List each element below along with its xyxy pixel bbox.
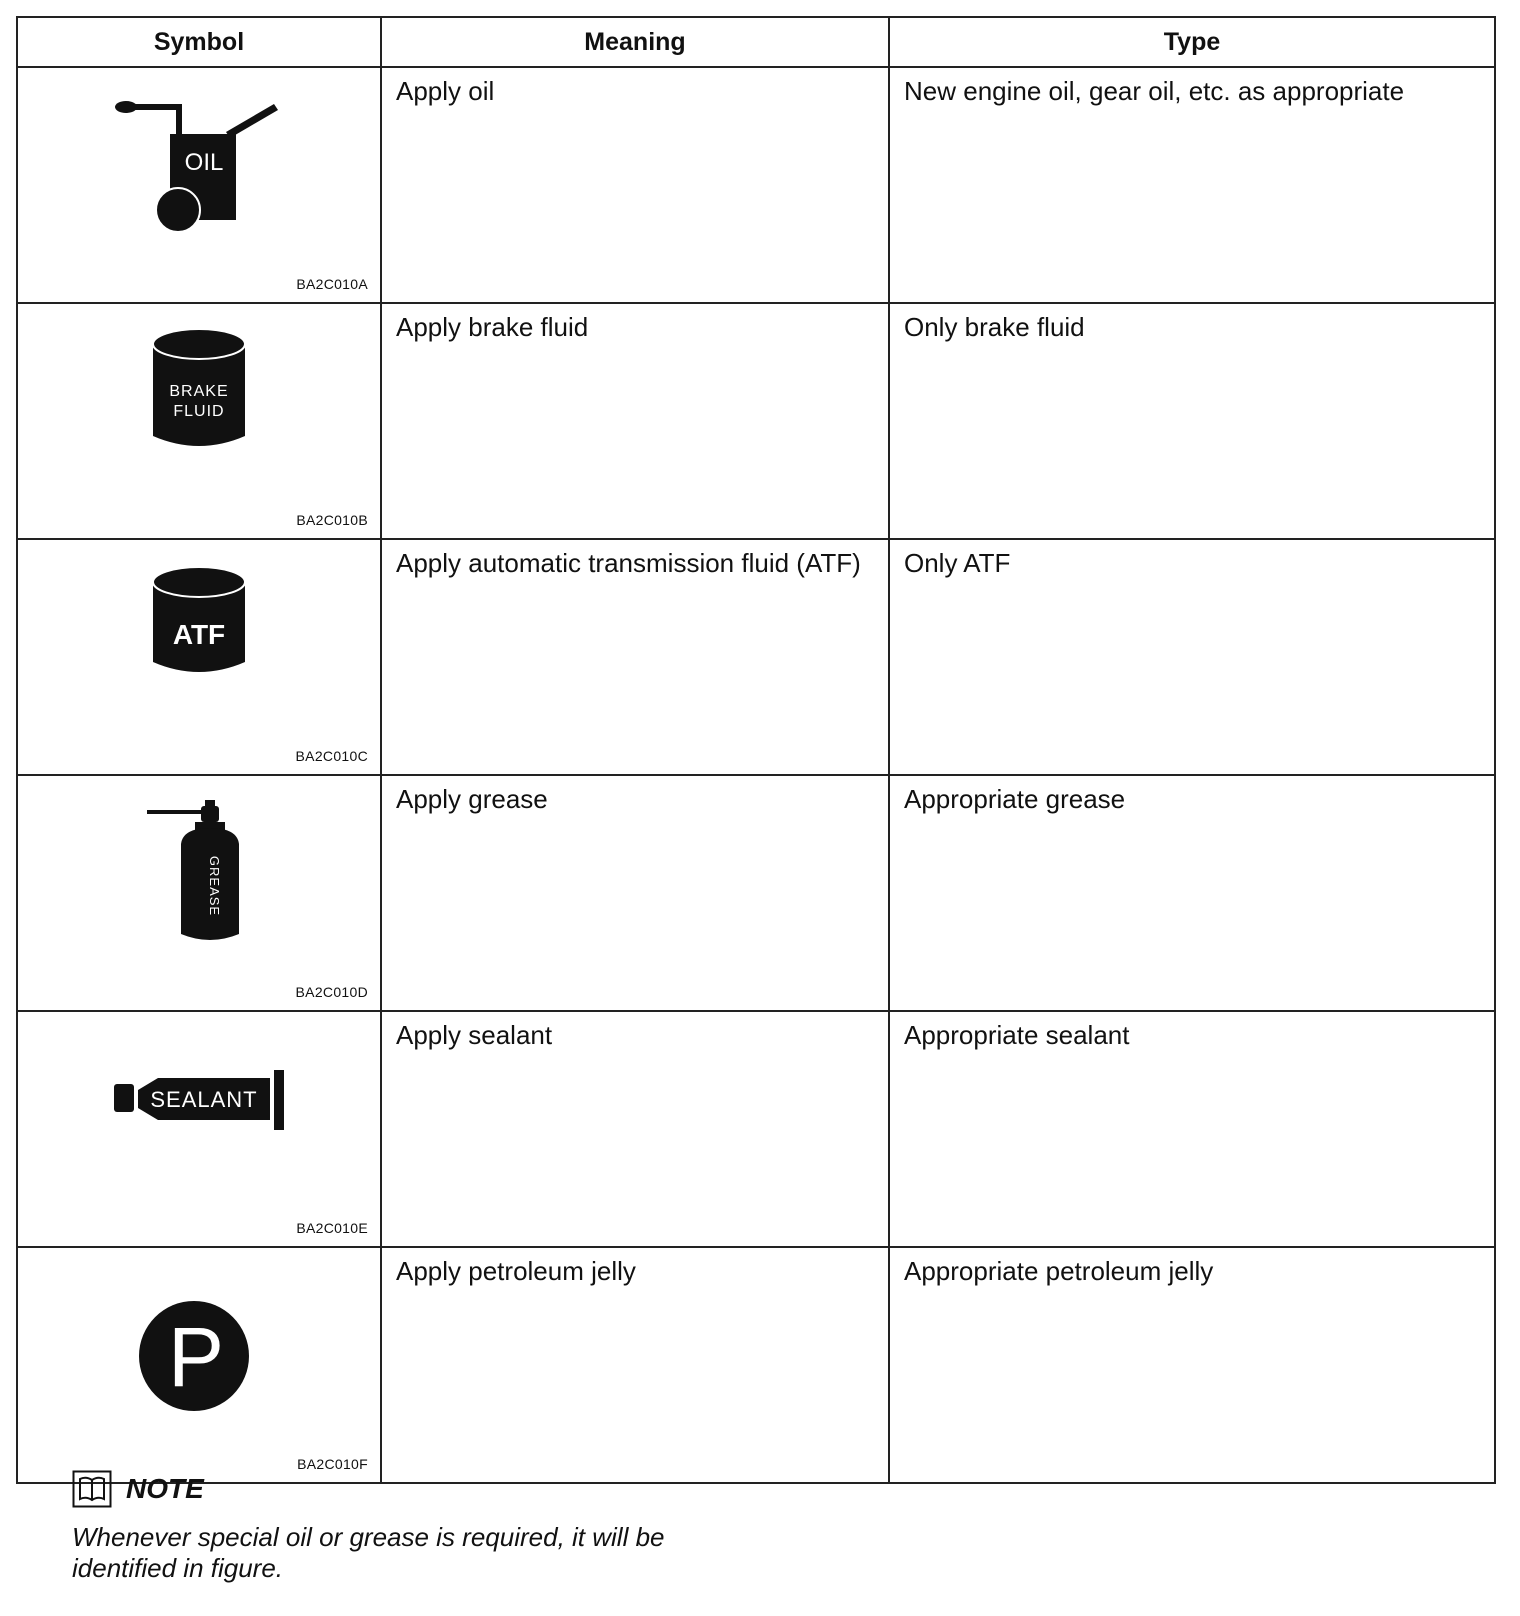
oil-can-icon [114, 88, 284, 248]
petroleum-jelly-icon [134, 1268, 264, 1418]
header-type: Type [889, 17, 1495, 67]
brake-fluid-can-icon [139, 324, 259, 464]
atf-label-text: ATF [172, 619, 226, 650]
lubricant-symbol-table [16, 16, 1496, 1484]
meaning-cell: Apply petroleum jelly [381, 1247, 889, 1483]
symbol-table-sheet [16, 16, 1494, 1484]
note-label: NOTE [126, 1473, 204, 1504]
sealant-tube-icon [104, 1032, 294, 1162]
figure-code: BA2C010B [296, 512, 368, 528]
meaning-cell: Apply automatic transmission fluid (ATF) [381, 539, 889, 775]
atf-can-icon [139, 560, 259, 690]
symbol-cell [17, 67, 381, 303]
meaning-cell: Apply sealant [381, 1011, 889, 1247]
table-row [17, 539, 1495, 775]
figure-code: BA2C010C [295, 748, 368, 764]
sealant-label-text: SEALANT [150, 1087, 258, 1112]
note-text: Whenever special oil or grease is required, it will be identified in figure. [72, 1522, 665, 1583]
table-row [17, 1011, 1495, 1247]
book-icon [72, 1470, 112, 1508]
symbol-cell [17, 303, 381, 539]
symbol-cell [17, 1011, 381, 1247]
symbol-cell [17, 539, 381, 775]
symbol-cell [17, 1247, 381, 1483]
header-meaning: Meaning [381, 17, 889, 67]
type-cell: Appropriate petroleum jelly [889, 1247, 1495, 1483]
meaning-cell: Apply brake fluid [381, 303, 889, 539]
header-symbol: Symbol [17, 17, 381, 67]
meaning-cell: Apply grease [381, 775, 889, 1011]
symbol-cell [17, 775, 381, 1011]
grease-label-text: GREASE [207, 855, 222, 917]
brake-label-line-2: FLUID [173, 403, 225, 420]
meaning-cell: Apply oil [381, 67, 889, 303]
type-cell: Appropriate sealant [889, 1011, 1495, 1247]
type-cell: Appropriate grease [889, 775, 1495, 1011]
petroleum-p-text: P [167, 1310, 225, 1404]
figure-code: BA2C010A [296, 276, 368, 292]
table-row [17, 303, 1495, 539]
figure-code: BA2C010F [297, 1456, 368, 1472]
note-block [72, 1470, 772, 1584]
table-row [17, 67, 1495, 303]
type-cell: New engine oil, gear oil, etc. as appropriate [889, 67, 1495, 303]
oil-label-text: OIL [184, 149, 224, 176]
table-header-row [17, 17, 1495, 67]
figure-code: BA2C010E [296, 1220, 368, 1236]
type-cell: Only brake fluid [889, 303, 1495, 539]
note-heading [72, 1470, 772, 1508]
type-cell: Only ATF [889, 539, 1495, 775]
table-row [17, 1247, 1495, 1483]
table-row [17, 775, 1495, 1011]
figure-code: BA2C010D [295, 984, 368, 1000]
grease-can-icon [139, 796, 259, 946]
brake-label-line-1: BRAKE [169, 383, 229, 400]
